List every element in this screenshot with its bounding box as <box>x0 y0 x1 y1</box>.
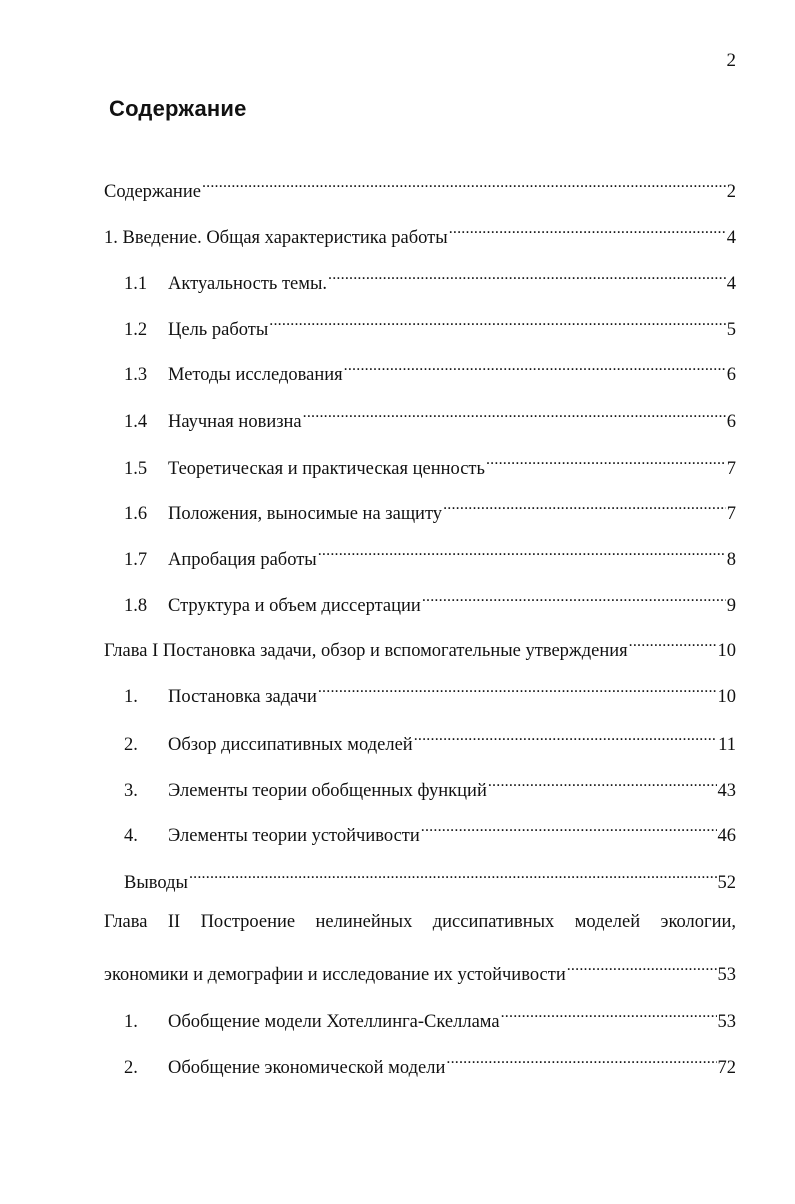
toc-entry-title: Обобщение модели Хотеллинга-Скеллама <box>168 1012 500 1032</box>
toc-leader-dots <box>318 541 726 565</box>
toc-entry[interactable] <box>124 541 736 572</box>
toc-entry-title: Элементы теории обобщенных функций <box>168 781 487 801</box>
toc-leader-dots <box>318 678 717 702</box>
toc-entry-page: 4 <box>726 228 736 248</box>
toc-leader-dots <box>567 956 717 980</box>
toc-entry-number: 1.4 <box>124 412 148 432</box>
toc-entry-number: 1.8 <box>124 596 148 616</box>
toc-leader-dots <box>303 403 726 427</box>
toc-entry-title: Структура и объем диссертации <box>168 596 421 616</box>
toc-entry-title: Цель работы <box>168 320 269 340</box>
toc-entry[interactable] <box>124 403 736 434</box>
toc-leader-dots <box>269 311 725 335</box>
toc-entry-title: Элементы теории устойчивости <box>168 826 420 846</box>
toc-entry[interactable] <box>104 632 736 663</box>
toc-entry[interactable] <box>124 678 736 709</box>
toc-entry-page: 52 <box>717 873 736 893</box>
toc-entry-title-line1[interactable]: Глава II Построение нелинейных диссипативных моделей экологии, <box>104 912 736 932</box>
toc-entry-title: Актуальность темы. <box>168 274 328 294</box>
toc-leader-dots <box>449 219 726 243</box>
toc-leader-dots <box>202 173 726 197</box>
toc-entry-title: Выводы <box>124 873 188 893</box>
toc-leader-dots <box>486 450 726 474</box>
toc-entry-page: 53 <box>717 965 736 985</box>
toc-entry-page: 8 <box>726 550 736 570</box>
toc-entry-title: Апробация работы <box>168 550 317 570</box>
toc-entry-number: 1.3 <box>124 365 148 385</box>
toc-entry[interactable] <box>104 956 736 987</box>
toc-entry-number: 3. <box>124 781 138 801</box>
page-title: Содержание <box>109 96 247 121</box>
toc-entry-number: 4. <box>124 826 138 846</box>
page-number: 2 <box>726 50 736 71</box>
toc-leader-dots <box>414 726 717 750</box>
toc-entry-number: 2. <box>124 1058 138 1078</box>
toc-entry-number: 1. <box>124 687 138 707</box>
toc-entry[interactable] <box>124 1003 736 1034</box>
toc-entry[interactable] <box>104 219 736 250</box>
toc-entry[interactable] <box>124 772 736 803</box>
toc-leader-dots <box>422 587 726 611</box>
toc-entry-page: 7 <box>726 504 736 524</box>
toc-entry-number: 1.6 <box>124 504 148 524</box>
toc-leader-dots <box>488 772 717 796</box>
toc-entry-number: 1.7 <box>124 550 148 570</box>
toc-entry[interactable] <box>124 311 736 342</box>
toc-entry[interactable] <box>124 726 736 757</box>
toc-entry[interactable] <box>104 173 736 204</box>
toc-leader-dots <box>328 265 726 289</box>
toc-entry-title: Теоретическая и практическая ценность <box>168 459 485 479</box>
toc-entry-page: 2 <box>726 182 736 202</box>
toc-entry[interactable] <box>124 817 736 848</box>
toc-entry-number: 1.1 <box>124 274 148 294</box>
toc-leader-dots <box>421 817 717 841</box>
toc-entry-title: Положения, выносимые на защиту <box>168 504 443 524</box>
toc-leader-dots <box>629 632 717 656</box>
toc-leader-dots <box>443 495 726 519</box>
toc-leader-dots <box>501 1003 717 1027</box>
toc-entry-title: экономики и демографии и исследование их устойчивости <box>104 965 566 985</box>
toc-entry-page: 9 <box>726 596 736 616</box>
toc-entry-page: 7 <box>726 459 736 479</box>
toc-entry[interactable] <box>124 450 736 481</box>
toc-entry-title: Обобщение экономической модели <box>168 1058 446 1078</box>
toc-entry-number: 1. <box>124 1012 138 1032</box>
toc-entry-page: 43 <box>717 781 736 801</box>
toc-leader-dots <box>344 356 726 380</box>
toc-entry-number: 1.5 <box>124 459 148 479</box>
toc-entry-title: Глава I Постановка задачи, обзор и вспомогательные утверждения <box>104 641 628 661</box>
toc-entry-title: Научная новизна <box>168 412 302 432</box>
toc-entry-number: 2. <box>124 735 138 755</box>
toc-entry[interactable] <box>124 495 736 526</box>
toc-leader-dots <box>446 1049 716 1073</box>
toc-entry-page: 5 <box>726 320 736 340</box>
toc-entry-page: 11 <box>718 735 736 755</box>
toc-entry-title: Обзор диссипативных моделей <box>168 735 413 755</box>
toc-entry-page: 10 <box>717 641 736 661</box>
toc-entry[interactable] <box>124 864 736 895</box>
toc-leader-dots <box>189 864 717 888</box>
toc-entry-page: 4 <box>726 274 736 294</box>
toc-entry-page: 10 <box>717 687 736 707</box>
toc-entry-page: 46 <box>717 826 736 846</box>
toc-entry-page: 6 <box>726 412 736 432</box>
toc-entry-number: 1.2 <box>124 320 148 340</box>
toc-entry[interactable] <box>124 356 736 387</box>
toc-entry-title: Содержание <box>104 182 201 202</box>
toc-entry-page: 72 <box>717 1058 736 1078</box>
toc-entry[interactable] <box>124 587 736 618</box>
toc-entry[interactable] <box>124 1049 736 1080</box>
toc-entry[interactable] <box>124 265 736 296</box>
toc-entry-title: Методы исследования <box>168 365 343 385</box>
toc-entry-title: 1. Введение. Общая характеристика работы <box>104 228 448 248</box>
toc-entry-page: 53 <box>717 1012 736 1032</box>
toc-entry-page: 6 <box>726 365 736 385</box>
toc-entry-title: Постановка задачи <box>168 687 317 707</box>
